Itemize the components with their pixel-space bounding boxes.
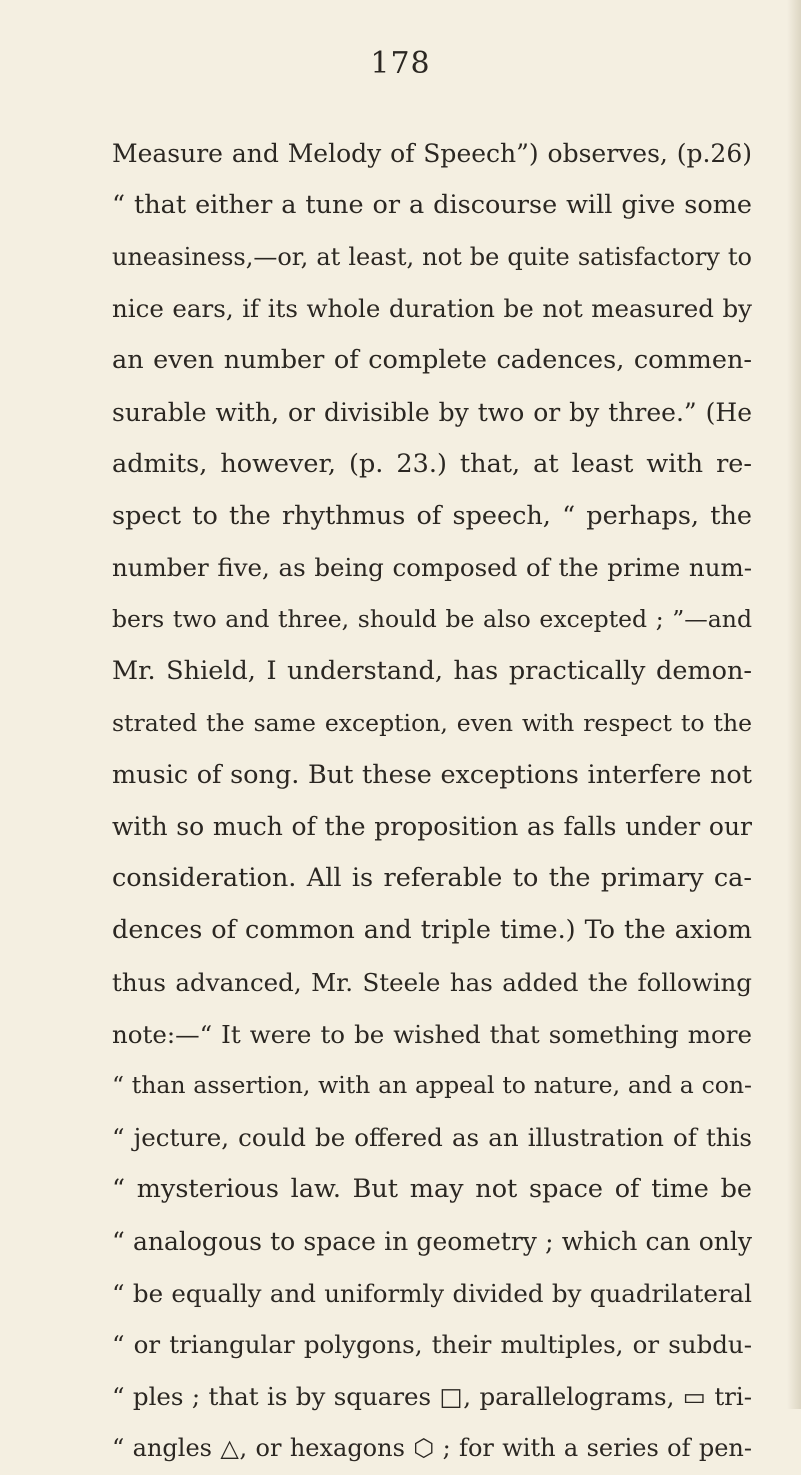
text-line: admits, however, (p. 23.) that, at least with re-	[112, 448, 752, 479]
text-line: with so much of the proposition as falls under our	[112, 812, 752, 842]
text-line: “ analogous to space in geometry ; which can only	[112, 1226, 752, 1256]
page-number: 178	[370, 46, 431, 81]
page-edge-shadow	[787, 0, 801, 1409]
text-line: bers two and three, should be also excepted ; ”—and	[112, 605, 752, 634]
text-line: “ than assertion, with an appeal to nature, and a con-	[112, 1071, 752, 1100]
text-line: an even number of complete cadences, commen-	[112, 345, 752, 376]
text-line: music of song. But these exceptions interfere not	[112, 759, 752, 790]
text-line: “ be equally and uniformly divided by quadrilateral	[112, 1278, 752, 1308]
text-line: “ angles △, or hexagons ⬡ ; for with a series of pen-	[112, 1433, 752, 1462]
text-line: Measure and Melody of Speech”) observes, (p.26)	[112, 139, 752, 168]
text-line: number five, as being composed of the prime num-	[112, 553, 752, 583]
text-line: thus advanced, Mr. Steele has added the following	[112, 967, 752, 997]
text-line: nice ears, if its whole duration be not measured by	[112, 294, 752, 324]
text-line: uneasiness,—or, at least, not be quite satisfactory to	[112, 242, 752, 271]
text-line: note:—“ It were to be wished that something more	[112, 1019, 752, 1049]
text-line: consideration. All is referable to the primary ca-	[112, 863, 752, 894]
text-line: “ jecture, could be offered as an illustration of this	[112, 1123, 752, 1153]
text-line: Mr. Shield, I understand, has practically demon-	[112, 655, 752, 686]
text-line: dences of common and triple time.) To the axiom	[112, 914, 752, 945]
text-line: “ or triangular polygons, their multiples, or subdu-	[112, 1330, 752, 1360]
text-line: “ that either a tune or a discourse will give some	[112, 189, 752, 220]
text-line: “ mysterious law. But may not space of time be	[112, 1173, 752, 1204]
text-line: surable with, or divisible by two or by three.” (He	[112, 397, 752, 427]
body-text	[112, 128, 752, 1475]
text-line: “ ples ; that is by squares □, parallelograms, ▭ tri-	[112, 1382, 752, 1412]
text-line: strated the same exception, even with respect to the	[112, 708, 752, 737]
text-line: spect to the rhythmus of speech, “ perhaps, the	[112, 500, 752, 531]
